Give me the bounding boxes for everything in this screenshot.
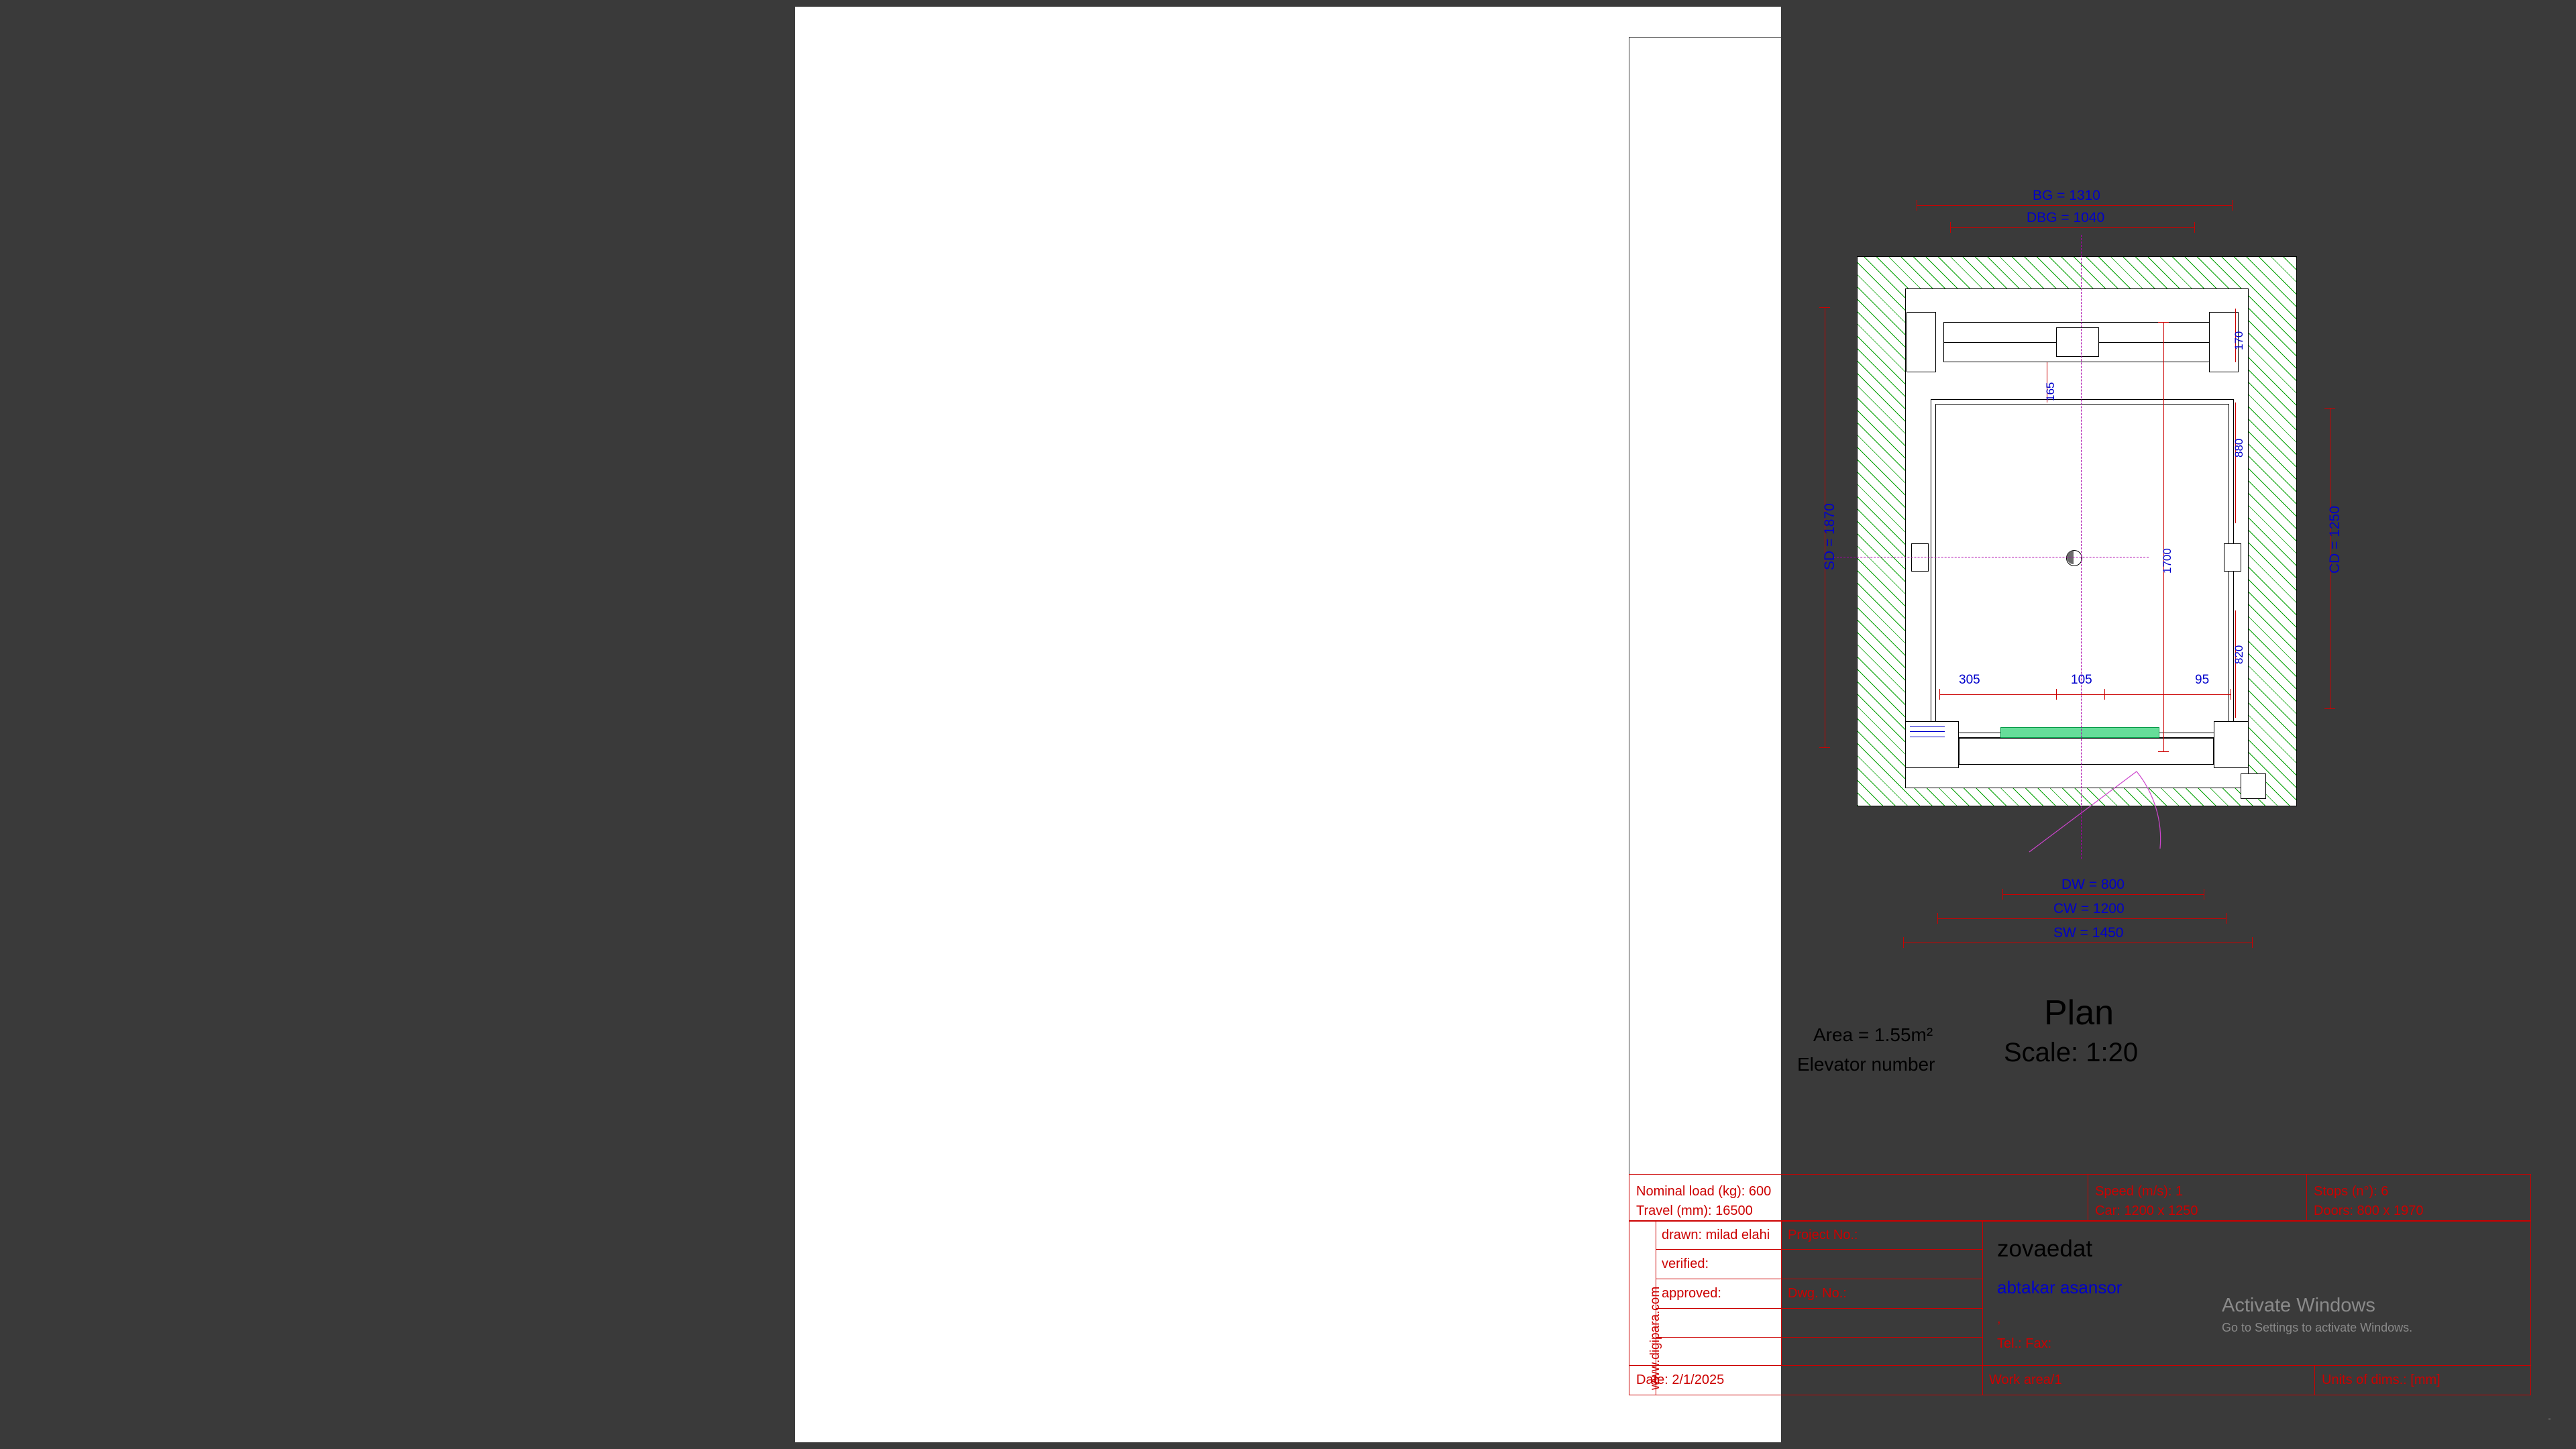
titleblock-row-1 [1656,1249,1982,1250]
plan-title: Plan [2044,994,2114,1032]
dim-dbg-line [1950,227,2194,228]
dim-cw-tick-left [1937,913,1938,924]
titleblock-row-4 [1656,1337,1982,1338]
sill-accent-2 [1910,731,1945,732]
dim-sw-tick-right [2252,937,2253,948]
company-name: zovaedat [1997,1236,2093,1262]
landing-door-frame [1959,738,2214,765]
door-jamb-right [2214,721,2249,768]
dim-1700-line [2163,322,2164,751]
dim-cd-label: CD = 1250 [2327,506,2343,574]
activate-windows-title: Activate Windows [2222,1295,2375,1316]
dim-1700-tick-bot [2158,751,2169,752]
dim-sw-tick-left [1903,937,1904,948]
titleblock-project-no: Project No.: [1788,1228,1858,1242]
titleblock-div-col3 [2314,1365,2315,1395]
dim-1700-tick-top [2158,322,2169,323]
spec-travel: Travel (mm): 16500 [1636,1203,1753,1218]
dim-bg-line [1917,205,2232,206]
dim-1700-label: 1700 [2161,548,2174,574]
dim-row-tick-3 [2104,689,2105,700]
dim-bg-label: BG = 1310 [2033,188,2100,203]
dim-dbg-tick-left [1950,222,1951,233]
titleblock-row-3 [1656,1308,1982,1309]
company-contact: Tel.: Fax: [1997,1336,2052,1351]
dim-bg-tick-right [2232,200,2233,211]
counterweight-box [2241,773,2266,799]
dim-dw-label: DW = 800 [2061,877,2125,892]
door-jamb-left [1905,721,1959,768]
titleblock-row-5 [1629,1365,2531,1366]
elevator-number-label: Elevator number [1797,1054,1935,1075]
dim-cd-tick-top [2324,408,2335,409]
dim-880-label: 880 [2233,438,2245,458]
titleblock-verified: verified: [1662,1256,1709,1271]
dim-sw-label: SW = 1450 [2053,925,2124,941]
machine-block-center [2056,327,2099,357]
dim-sd-tick-top [1819,307,1830,308]
spec-div-2 [2306,1174,2307,1221]
spec-nominal-load: Nominal load (kg): 600 [1636,1184,1772,1199]
dim-165-label: 165 [2044,382,2057,401]
guide-shoe-right [2224,543,2241,572]
dim-880-line [2235,402,2236,523]
titleblock-dwg-no: Dwg. No.: [1788,1286,1847,1301]
dim-dbg-label: DBG = 1040 [2027,210,2105,225]
door-swing-arc [2023,765,2184,859]
sheet-dot [2548,1418,2551,1420]
dim-dbg-tick-right [2194,222,2195,233]
plan-scale: Scale: 1:20 [2004,1038,2139,1067]
company-line3: , [1997,1311,2001,1326]
dim-cw-label: CW = 1200 [2053,901,2125,916]
area-label: Area = 1.55m² [1813,1024,1933,1045]
door-sill-outer [2000,727,2159,738]
dim-cw-line [1937,918,2226,919]
company-subname: abtakar asansor [1997,1277,2123,1297]
dim-sd-tick-bot [1819,747,1830,748]
guide-rail-left [1907,312,1936,372]
titleblock-date: Date: 2/1/2025 [1636,1373,1725,1387]
titleblock-drawn: drawn: milad elahi [1662,1228,1770,1242]
dim-305-label: 305 [1959,673,1980,687]
spec-stops: Stops (n°): 6 [2314,1184,2389,1199]
dim-820-line [2235,610,2236,718]
dim-row-line [1939,694,2231,695]
dim-95-label: 95 [2195,673,2210,687]
digipara-watermark: www.digipara.com [1648,1286,1662,1390]
spec-car: Car: 1200 x 1250 [2095,1203,2198,1218]
titleblock-units: Units of dims.: [mm] [2322,1373,2440,1387]
spec-doors: Doors: 800 x 1970 [2314,1203,2424,1218]
dim-170-label: 170 [2233,331,2245,350]
titleblock-approved: approved: [1662,1286,1721,1301]
titleblock-div-col2 [1982,1221,1983,1395]
titleblock-work-area: Work area/1 [1989,1373,2062,1387]
dim-sd-label: SD = 1870 [1822,503,1837,570]
dim-dw-tick-left [2002,889,2003,900]
dim-row-tick-1 [1939,689,1940,700]
dim-dw-line [2002,894,2204,895]
centerline-vertical [2081,235,2082,859]
dim-820-label: 820 [2233,645,2245,664]
dim-105-label: 105 [2071,673,2092,687]
dim-cd-tick-bot [2324,708,2335,709]
dim-row-tick-2 [2056,689,2057,700]
guide-shoe-left [1911,543,1929,572]
sill-accent-1 [1910,726,1945,727]
activate-windows-subtitle: Go to Settings to activate Windows. [2222,1321,2413,1334]
spec-speed: Speed (m/s): 1 [2095,1184,2184,1199]
titleblock-div-col1 [1781,1221,1782,1365]
activate-windows-overlay [2222,1295,2412,1335]
